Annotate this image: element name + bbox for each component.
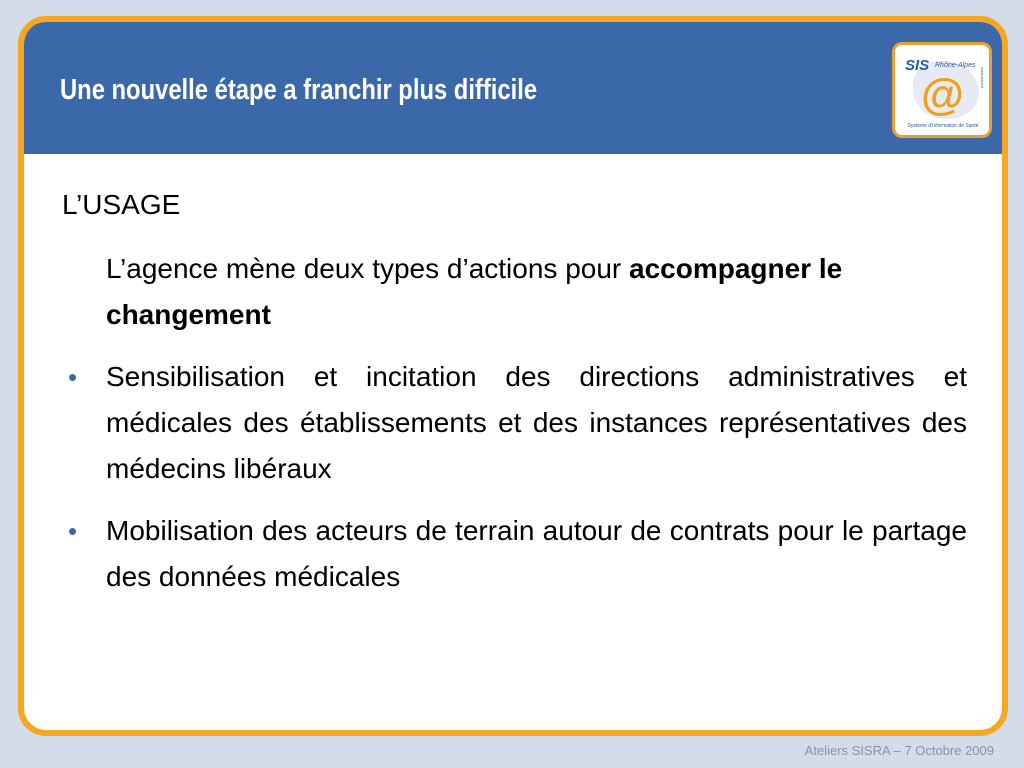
intro-text: L’agence mène deux types d’actions pour xyxy=(106,253,630,284)
bullet-text: Sensibilisation et incitation des directions administratives et médicales des établissements et des instances représentatives des médecins libéraux xyxy=(106,361,967,484)
slide-footer: Ateliers SISRA – 7 Octobre 2009 xyxy=(804,743,994,758)
sis-rhone-alpes-logo xyxy=(892,42,992,138)
bullet-item xyxy=(68,354,967,492)
bullet-icon: • xyxy=(68,362,78,392)
logo-sis-text: SIS xyxy=(905,57,930,74)
logo-subtitle: Système d'Information de Santé xyxy=(907,123,979,129)
section-heading: L’USAGE xyxy=(62,189,181,220)
bullet-text: Mobilisation des acteurs de terrain autour de contrats pour le partage des données médicales xyxy=(106,515,967,592)
bullet-item xyxy=(68,508,967,600)
intro-bold-text: accompagner le changement xyxy=(106,253,843,330)
slide-title: Une nouvelle étape a franchir plus difficile xyxy=(60,74,538,106)
intro-paragraph xyxy=(106,246,967,338)
slide-header xyxy=(24,22,1002,154)
bullet-icon: • xyxy=(68,516,78,546)
slide-body xyxy=(62,182,967,600)
slide-frame xyxy=(18,16,1008,736)
logo-region-text: Rhône-Alpes xyxy=(935,62,976,69)
logo-url-text: www.sisra.fr xyxy=(980,67,985,89)
at-icon: @ xyxy=(921,70,964,119)
